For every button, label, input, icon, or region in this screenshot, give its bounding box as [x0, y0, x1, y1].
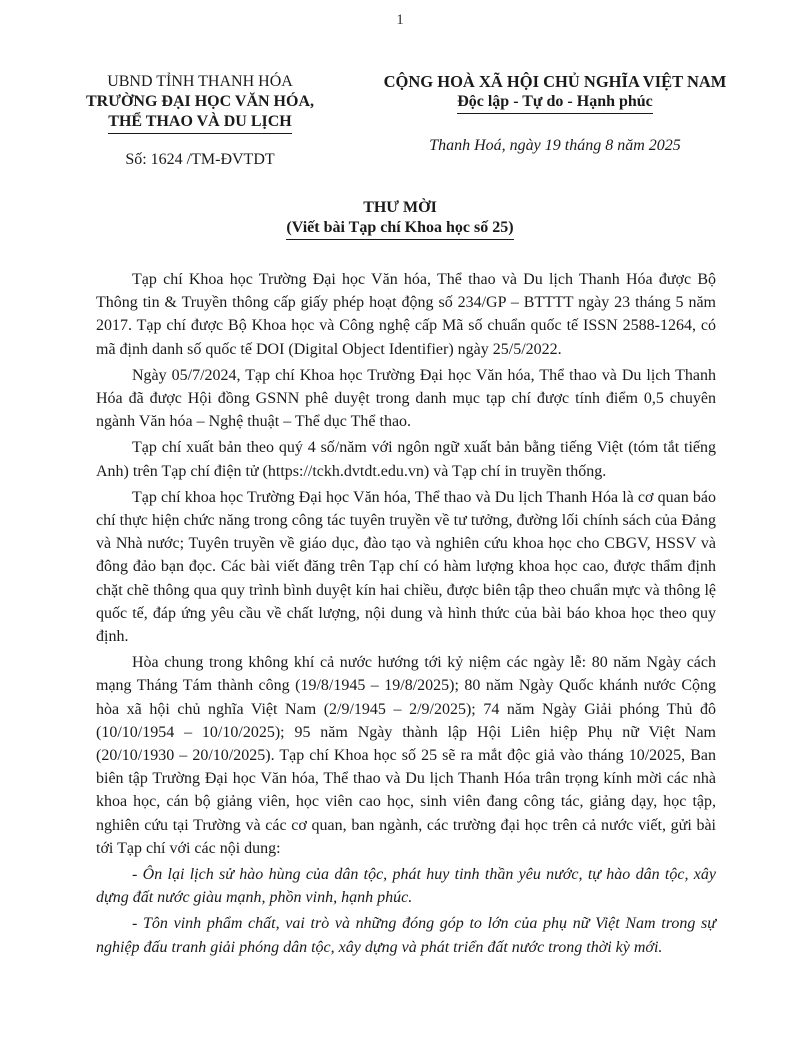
national-motto: Độc lập - Tự do - Hạnh phúc — [457, 92, 653, 114]
topic-bullet: - Tôn vinh phẩm chất, vai trò và những đóng góp to lớn của phụ nữ Việt Nam trong sự nghiệp đấu tranh giải phóng dân tộc, xây dựng và phát triển đất nước trong thời kỳ mới. — [96, 915, 716, 956]
document-title-block — [0, 198, 800, 240]
paragraph: Tạp chí Khoa học Trường Đại học Văn hóa, Thể thao và Du lịch Thanh Hóa được Bộ Thông tin & Truyền thông cấp giấy phép hoạt động số 234/GP – BTTTT ngày 23 tháng 5 năm 2017. Tạp chí được Bộ Khoa học và Công nghệ cấp Mã số chuẩn quốc tế ISSN 2588-1264, có mã định danh số quốc tế DOI (Digital Object Identifier) ngày 25/5/2022. — [96, 271, 716, 358]
page-number: 1 — [396, 12, 404, 28]
school-name-line2: THỂ THAO VÀ DU LỊCH — [108, 112, 291, 134]
document-subtitle: (Viết bài Tạp chí Khoa học số 25) — [286, 218, 513, 240]
paragraph: Ngày 05/7/2024, Tạp chí Khoa học Trường Đại học Văn hóa, Thể thao và Du lịch Thanh Hóa đã được Hội đồng GSNN phê duyệt trong danh mục tạp chí được tính điểm 0,5 chuyên ngành Văn hóa – Nghệ thuật – Thể dục Thể thao. — [96, 366, 716, 431]
letter-body — [96, 268, 716, 962]
place-date: Thanh Hoá, ngày 19 tháng 8 năm 2025 — [429, 137, 681, 154]
paragraph: Tạp chí khoa học Trường Đại học Văn hóa, Thể thao và Du lịch Thanh Hóa là cơ quan báo chí thực hiện chức năng trong công tác tuyên truyền về tư tưởng, đường lối chính sách của Đảng và Nhà nước; Tuyên truyền về giáo dục, đào tạo và nghiên cứu khoa học cho CBGV, HSSV và đông đảo bạn đọc. Các bài viết đăng trên Tạp chí có hàm lượng khoa học cao, được thẩm định chặt chẽ thông qua quy trình bình duyệt kín hai chiều, được biên tập theo chuẩn mực và thông lệ quốc tế, đáp ứng yêu cầu về chất lượng, nội dung và hình thức của bài báo khoa học theo quy định. — [96, 488, 716, 646]
document-number: Số: 1624 /TM-ĐVTDT — [125, 151, 275, 168]
authority-name: UBND TỈNH THANH HÓA — [107, 73, 293, 90]
country-name: CỘNG HOÀ XÃ HỘI CHỦ NGHĨA VIỆT NAM — [383, 72, 727, 91]
document-title: THƯ MỜI — [363, 199, 437, 216]
national-heading-block — [360, 72, 750, 156]
school-name-line1: TRƯỜNG ĐẠI HỌC VĂN HÓA, — [85, 93, 314, 110]
paragraph: Tạp chí xuất bản theo quý 4 số/năm với ngôn ngữ xuất bản bằng tiếng Việt (tóm tắt tiếng Anh) trên Tạp chí điện tử (https://tckh.dvtdt.edu.vn) và Tạp chí in truyền thống. — [96, 439, 716, 480]
topic-bullet: - Ôn lại lịch sử hào hùng của dân tộc, phát huy tinh thần yêu nước, tự hào dân tộc, xây dựng đất nước giàu mạnh, phồn vinh, hạnh phúc. — [96, 866, 716, 907]
issuer-block — [60, 72, 340, 170]
paragraph: Hòa chung trong không khí cả nước hướng tới kỷ niệm các ngày lễ: 80 năm Ngày cách mạng Tháng Tám thành công (19/8/1945 – 19/8/2025); 80 năm Ngày Quốc khánh nước Cộng hòa xã hội chủ nghĩa Việt Nam (2/9/1945 – 2/9/2025); 74 năm Ngày Giải phóng Thủ đô (10/10/1954 – 10/10/2025); 95 năm Ngày thành lập Hội Liên hiệp Phụ nữ Việt Nam (20/10/1930 – 20/10/2025). Tạp chí Khoa học số 25 sẽ ra mắt độc giả vào tháng 10/2025, Ban biên tập Trường Đại học Văn hóa, Thể thao và Du lịch Thanh Hóa trân trọng kính mời các nhà khoa học, cán bộ giảng viên, học viên cao học, sinh viên đang công tác, giảng dạy, học tập, nghiên cứu tại Trường và các cơ quan, ban ngành, các trường đại học trên cả nước viết, gửi bài tới Tạp chí với các nội dung: — [96, 654, 716, 857]
